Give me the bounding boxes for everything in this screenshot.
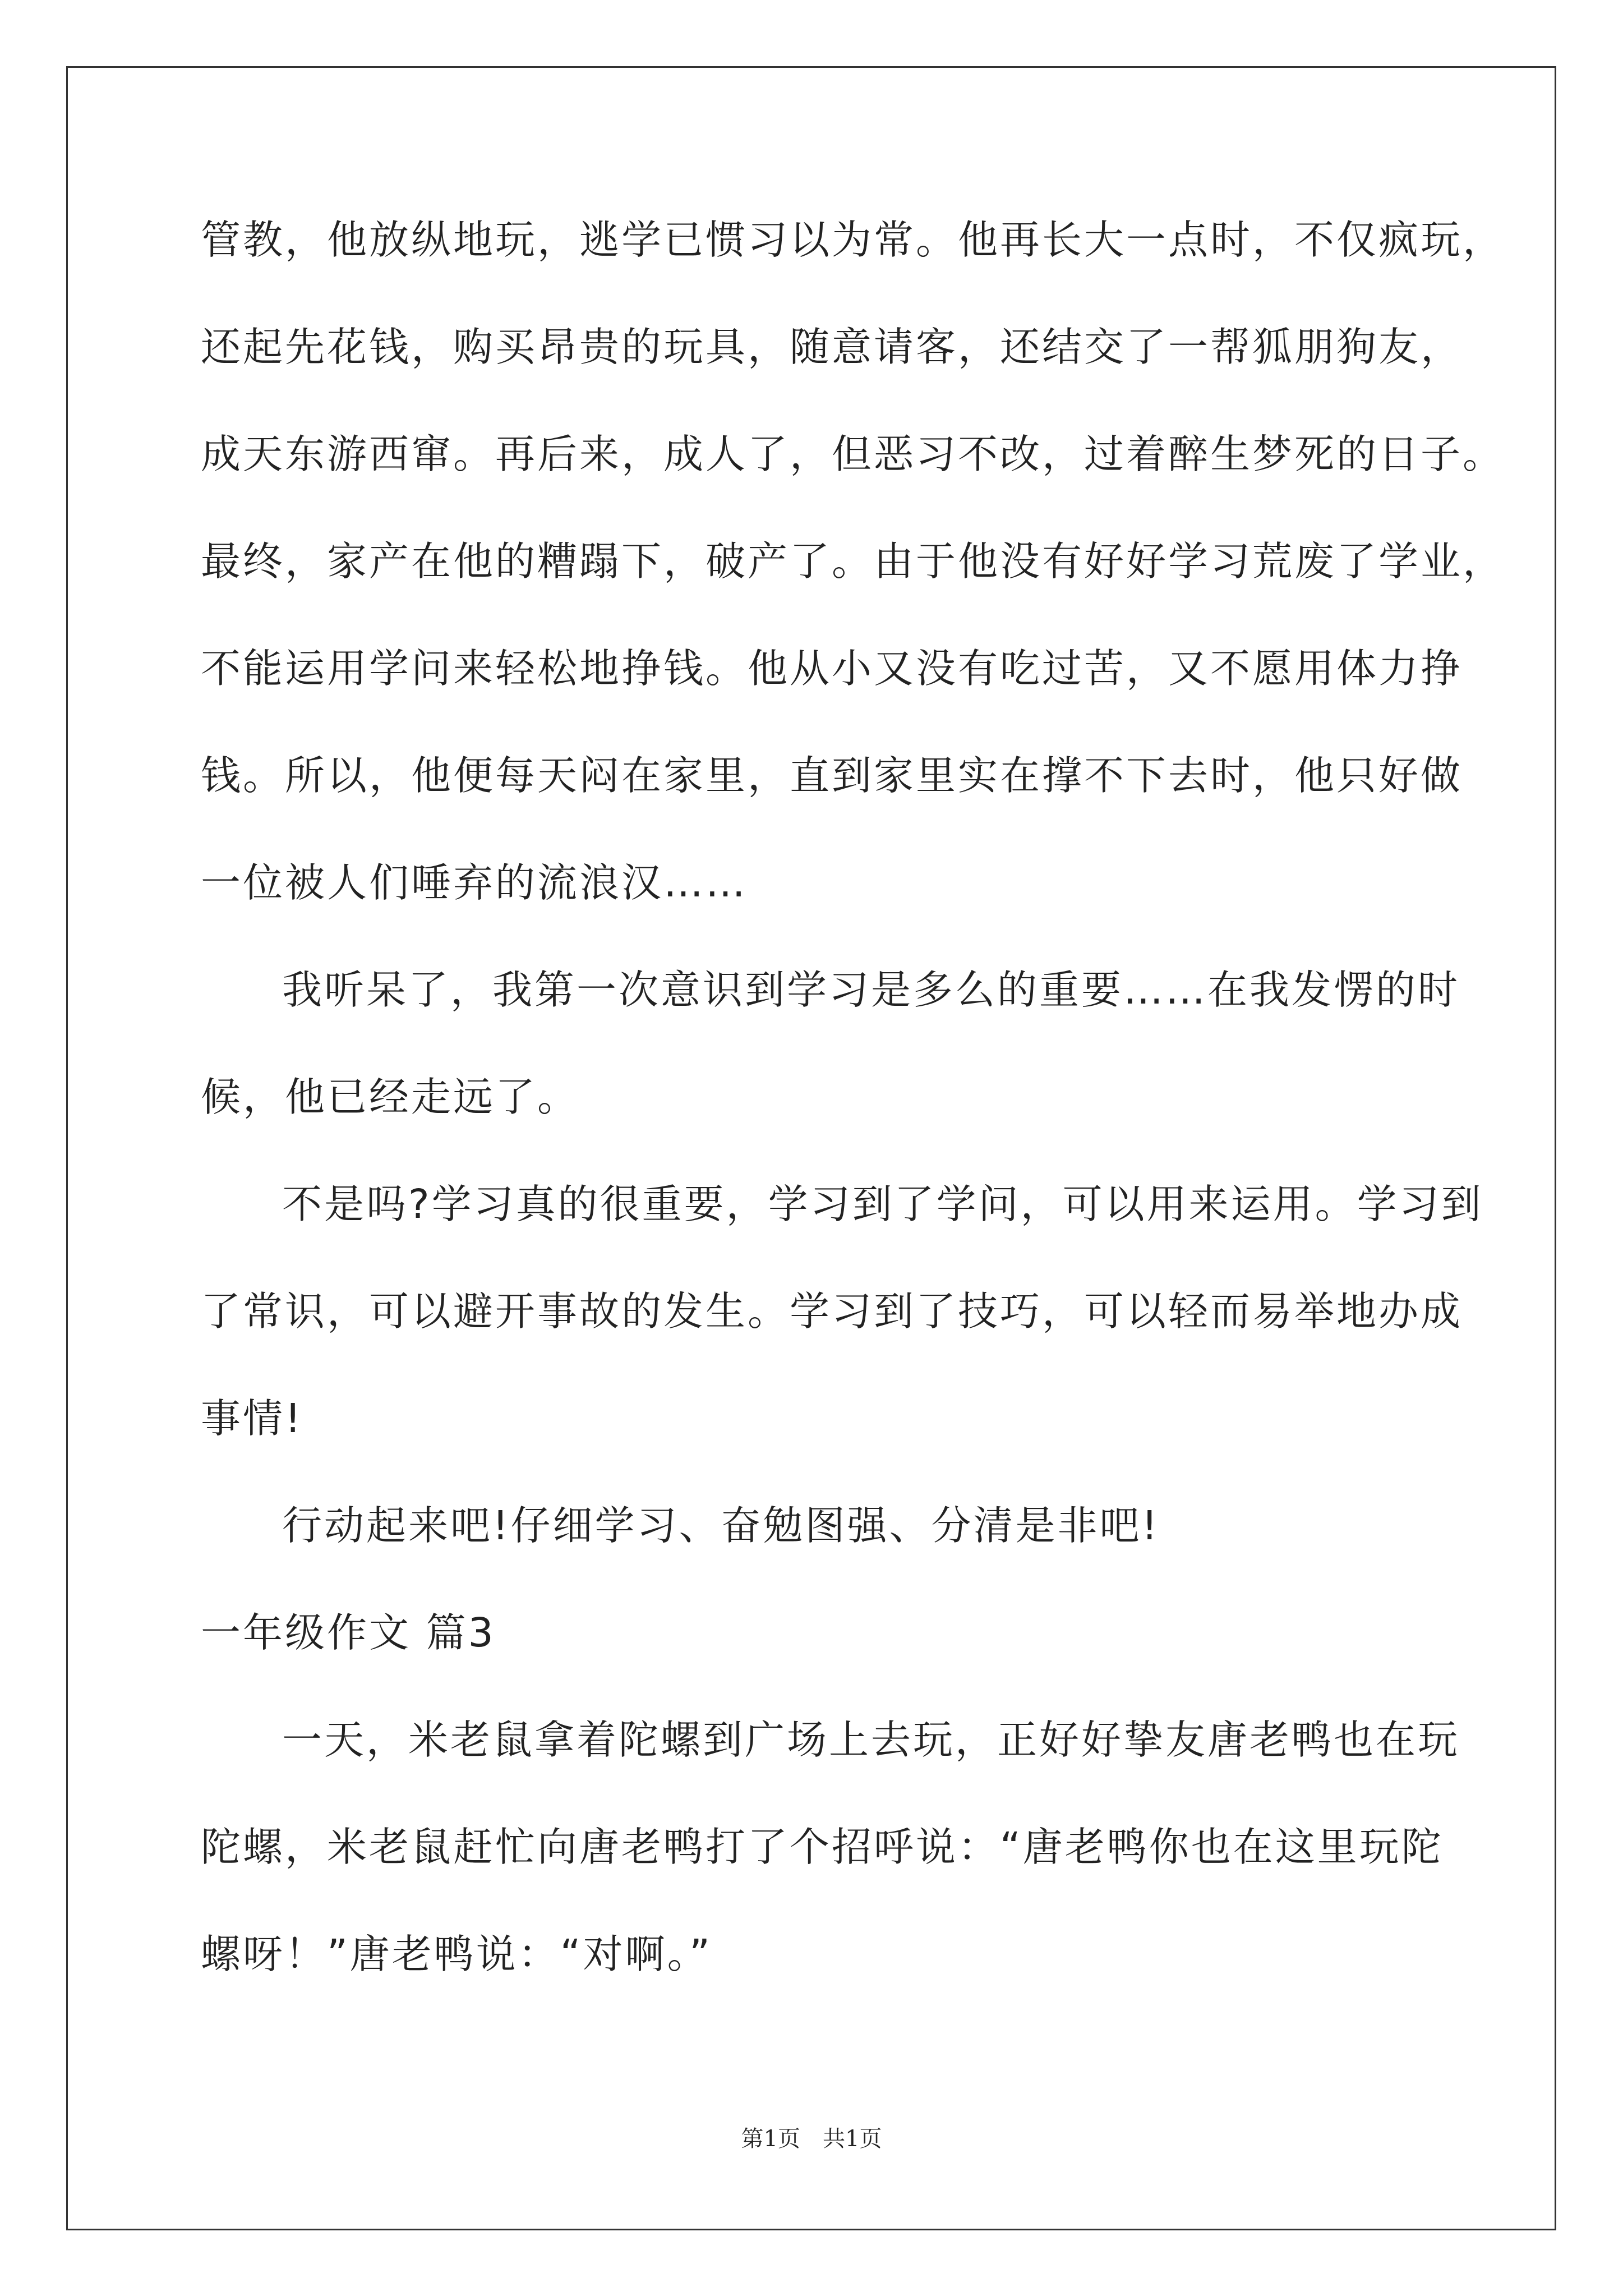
- text-line: 钱。所以，他便每天闷在家里，直到家里实在撑不下去时，他只好做: [201, 752, 1463, 799]
- text-line: 事情!: [201, 1395, 303, 1442]
- text-line: 了常识，可以避开事故的发生。学习到了技巧，可以轻而易举地办成: [201, 1288, 1463, 1335]
- page-border: [66, 66, 1556, 2230]
- text-line: 最终，家产在他的糟蹋下，破产了。由于他没有好好学习荒废了学业，: [201, 538, 1505, 585]
- text-line: 候，他已经走远了。: [201, 1074, 580, 1120]
- section-heading: 一年级作文 篇3: [201, 1609, 496, 1656]
- paragraph-start: 我听呆了，我第一次意识到学习是多么的重要……在我发愣的时: [282, 967, 1460, 1013]
- text-line: 还起先花钱，购买昂贵的玩具，随意请客，还结交了一帮狐朋狗友，: [201, 324, 1463, 370]
- text-line: 螺呀！”唐老鸭说：“对啊。”: [201, 1931, 712, 1977]
- text-line: 成天东游西窜。再后来，成人了，但恶习不改，过着醉生梦死的日子。: [201, 431, 1505, 477]
- paragraph-start: 不是吗?学习真的很重要，学习到了学问，可以用来运用。学习到: [282, 1181, 1483, 1227]
- page-footer: 第1页 共1页: [741, 2126, 882, 2152]
- text-line: 一位被人们唾弃的流浪汉……: [201, 859, 748, 906]
- paragraph-start: 行动起来吧!仔细学习、奋勉图强、分清是非吧!: [282, 1502, 1160, 1549]
- text-line: 管教，他放纵地玩，逃学已惯习以为常。他再长大一点时，不仅疯玩，: [201, 217, 1505, 263]
- paragraph-start: 一天，米老鼠拿着陀螺到广场上去玩，正好好挚友唐老鸭也在玩: [282, 1717, 1460, 1763]
- text-line: 不能运用学问来轻松地挣钱。他从小又没有吃过苦，又不愿用体力挣: [201, 645, 1463, 692]
- text-line: 陀螺，米老鼠赶忙向唐老鸭打了个招呼说：“唐老鸭你也在这里玩陀: [201, 1824, 1444, 1870]
